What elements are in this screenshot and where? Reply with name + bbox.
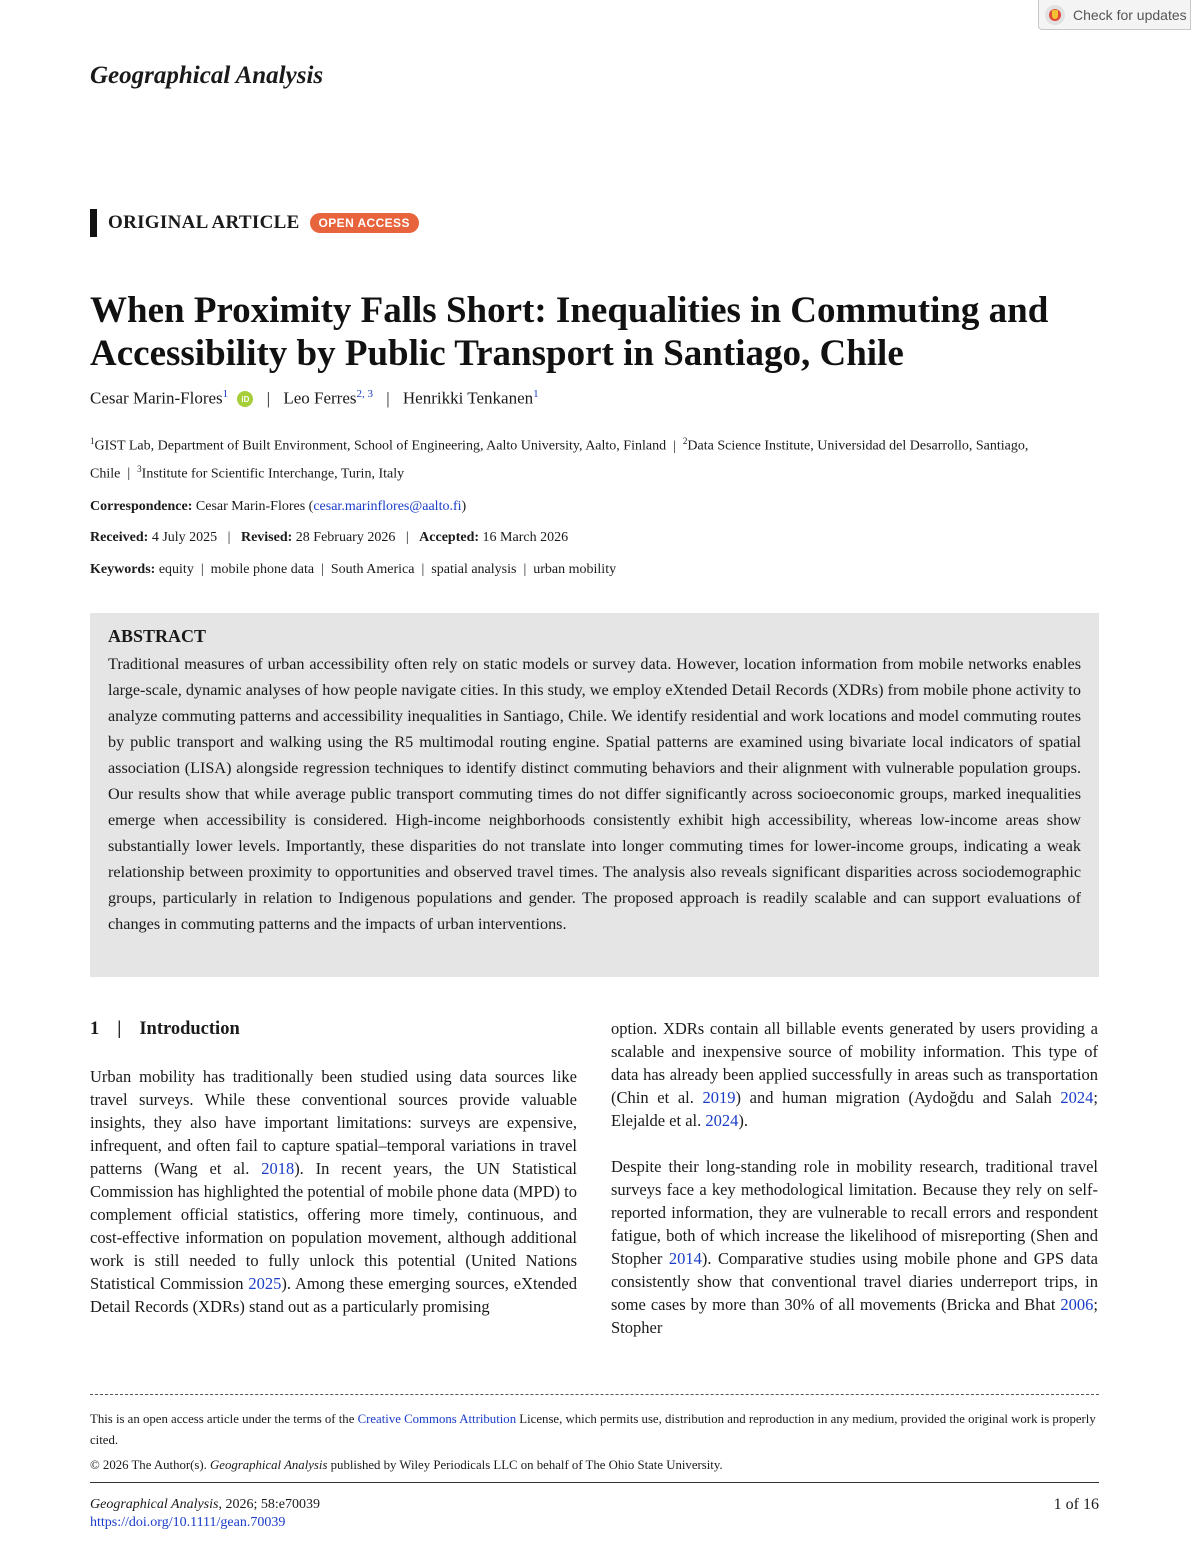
footer-citation	[90, 1496, 320, 1532]
accepted-label: Accepted:	[419, 530, 480, 545]
article-type-bar	[90, 209, 97, 237]
article-type-row	[90, 209, 419, 237]
text-run: Despite their long-standing role in mobility research, traditional travel surveys face a key methodological limitation. Because they rely on self-reported information, they are vulnerable to recall errors and respondent fatigue, both of which increase the likelihood of misreporting (Shen and Stopher	[611, 1157, 1098, 1268]
license-note	[90, 1409, 1099, 1451]
author-separator: |	[266, 388, 271, 408]
open-access-badge: OPEN ACCESS	[310, 213, 419, 233]
copyright-note	[90, 1458, 723, 1473]
text-run: published by Wiley Periodicals LLC on behalf of The Ohio State University.	[327, 1458, 723, 1472]
section-title: Introduction	[139, 1019, 240, 1039]
article-type-label: ORIGINAL ARTICLE	[108, 212, 300, 233]
affiliation-text: Data Science Institute, Universidad del Desarrollo, Santiago, Chile	[90, 438, 1029, 482]
text-run: ; Elejalde et al.	[611, 1088, 1098, 1130]
affiliation-text: Institute for Scientific Interchange, Turin, Italy	[141, 466, 405, 482]
revised-date: 28 February 2026	[295, 530, 396, 545]
check-for-updates-button[interactable]	[1038, 0, 1191, 30]
article-dates: Received: 4 July 2025 | Revised: 28 February 2026 | Accepted: 16 March 2026	[90, 530, 569, 545]
abstract-box	[90, 613, 1099, 977]
body-column-left	[90, 1017, 577, 1341]
section-heading	[90, 1017, 577, 1041]
citation-link[interactable]: 2018	[261, 1159, 295, 1178]
correspondence-name: Cesar Marin-Flores	[195, 499, 306, 514]
keyword: equity	[158, 562, 194, 577]
doi-link[interactable]: https://doi.org/10.1111/gean.70039	[90, 1515, 286, 1530]
body-paragraph	[611, 1017, 1098, 1132]
correspondence-email-link[interactable]: cesar.marinflores@aalto.fi	[313, 499, 462, 514]
body-column-right	[611, 1017, 1098, 1362]
orcid-icon[interactable]: iD	[237, 391, 253, 407]
text-run: ; Stopher	[611, 1295, 1098, 1337]
keyword: South America	[330, 562, 415, 577]
keywords-label: Keywords:	[90, 562, 156, 577]
body-paragraph	[90, 1065, 577, 1318]
affiliation-number: 1	[90, 436, 95, 446]
section-separator: |	[117, 1019, 122, 1039]
author-affiliation-ref[interactable]: 1	[222, 388, 229, 400]
text-run: ). Comparative studies using mobile phone and GPS data consistently show that conventional travel diaries underreport trips, in some cases by more than 30% of all movements (Bricka and Bhat	[611, 1249, 1098, 1314]
citation-link[interactable]: 2014	[668, 1249, 702, 1268]
check-for-updates-label: Check for updates	[1073, 6, 1187, 23]
text-run: ). In recent years, the UN Statistical Commission has highlighted the potential of mobile phone data (MPD) to complement official statistics, offering more timely, continuous, and cost-effective information on population movement, although additional work is still needed to fully unlock this potential (United Nations Statistical Commission	[90, 1159, 577, 1293]
keyword: spatial analysis	[431, 562, 517, 577]
text-run: © 2026 The Author(s).	[90, 1458, 211, 1472]
text-run: ) and human migration (Aydoğdu and Salah	[735, 1088, 1061, 1107]
footer-divider	[90, 1482, 1099, 1483]
citation-link[interactable]: 2025	[248, 1274, 282, 1293]
author-name: Leo Ferres	[283, 388, 357, 408]
author-list	[90, 388, 539, 409]
section-number: 1	[90, 1019, 100, 1039]
author-name: Cesar Marin-Flores	[90, 388, 223, 408]
received-label: Received:	[90, 530, 149, 545]
revised-label: Revised:	[240, 530, 293, 545]
author-name: Henrikki Tenkanen	[402, 388, 534, 408]
affiliation-separator: |	[673, 438, 676, 454]
footer-journal: Geographical Analysis	[90, 1497, 219, 1512]
footer-volume: , 2026; 58:e70039	[218, 1497, 320, 1512]
affiliations	[90, 430, 1100, 485]
correspondence: Correspondence: Cesar Marin-Flores (cesar.marinflores@aalto.fi)	[90, 499, 467, 514]
keywords: Keywords: equity | mobile phone data | South America | spatial analysis | urban mobility	[90, 562, 617, 577]
keyword: mobile phone data	[210, 562, 315, 577]
affiliation-number: 3	[137, 463, 142, 474]
body-paragraph	[611, 1155, 1098, 1339]
affiliation-number: 2	[682, 436, 688, 446]
text-run: ).	[738, 1111, 748, 1130]
footnote-divider	[90, 1394, 1099, 1395]
text-run: License, which permits use, distribution and reproduction in any medium, provided the original work is properly cited.	[90, 1412, 1096, 1447]
abstract-text: Traditional measures of urban accessibility often rely on static models or survey data. However, location information from mobile networks enables large-scale, dynamic analyses of how people navigate cities. In this study, we employ eXtended Detail Records (XDRs) from mobile phone activity to analyze commuting patterns and accessibility inequalities in Santiago, Chile. We identify residential and work locations and model commuting routes by public transport and walking using the R5 multimodal routing engine. Spatial patterns are examined using bivariate local indicators of spatial association (LISA) alongside regression techniques to identify distinct commuting behaviors and their alignment with vulnerable population groups. Our results show that while average public transport commuting times do not differ significantly across socioeconomic groups, marked inequalities emerge when accessibility is considered. High-income neighborhoods consistently exhibit high accessibility, whereas low-income areas show substantially lower levels. Importantly, these disparities do not translate into longer commuting times for lower-income groups, indicating a weak relationship between proximity to opportunities and observed travel times. The analysis also reveals significant disparities across sociodemographic groups, particularly in relation to Indigenous populations and gender. The proposed approach is readily scalable and can support evaluations of changes in commuting patterns and the impacts of urban interventions.	[108, 655, 1081, 933]
affiliation-text: GIST Lab, Department of Built Environment, School of Engineering, Aalto University, Aalto, Finland	[94, 438, 667, 454]
accepted-date: 16 March 2026	[482, 530, 569, 545]
journal-title: Geographical Analysis	[90, 62, 324, 89]
text-run: ). Among these emerging sources, eXtended Detail Records (XDRs) stand out as a particularly promising	[90, 1274, 577, 1316]
received-date: 4 July 2025	[151, 530, 218, 545]
abstract-heading: ABSTRACT	[108, 626, 207, 646]
keyword: urban mobility	[533, 562, 617, 577]
citation-link[interactable]: 2024	[1060, 1088, 1094, 1107]
citation-link[interactable]: 2006	[1060, 1295, 1094, 1314]
license-link[interactable]: Creative Commons Attribution	[357, 1412, 517, 1426]
author-separator: |	[386, 388, 390, 408]
text-run: This is an open access article under the terms of the	[90, 1412, 358, 1426]
page-number: 1 of 16	[1053, 1496, 1099, 1513]
author-affiliation-ref[interactable]: 2, 3	[356, 388, 373, 400]
correspondence-label: Correspondence:	[90, 499, 193, 514]
article-title: When Proximity Falls Short: Inequalities in Commuting and Accessibility by Public Transport in Santiago, Chile	[90, 290, 1049, 374]
text-run: option. XDRs contain all billable events generated by users providing a scalable and inexpensive source of mobility information. This type of data has already been applied successfully in areas such as transportation (Chin et al.	[611, 1019, 1098, 1107]
text-run: Urban mobility has traditionally been studied using data sources like travel surveys. While these conventional sources provide valuable insights, they also have important limitations: surveys are expensive, infrequent, and often fail to capture spatial–temporal variations in travel patterns (Wang et al.	[90, 1067, 577, 1178]
citation-link[interactable]: 2019	[702, 1088, 736, 1107]
affiliation-separator: |	[127, 466, 131, 482]
crossmark-icon	[1045, 5, 1065, 25]
author-affiliation-ref[interactable]: 1	[533, 388, 539, 400]
copyright-journal: Geographical Analysis	[210, 1458, 328, 1472]
citation-link[interactable]: 2024	[705, 1111, 739, 1130]
